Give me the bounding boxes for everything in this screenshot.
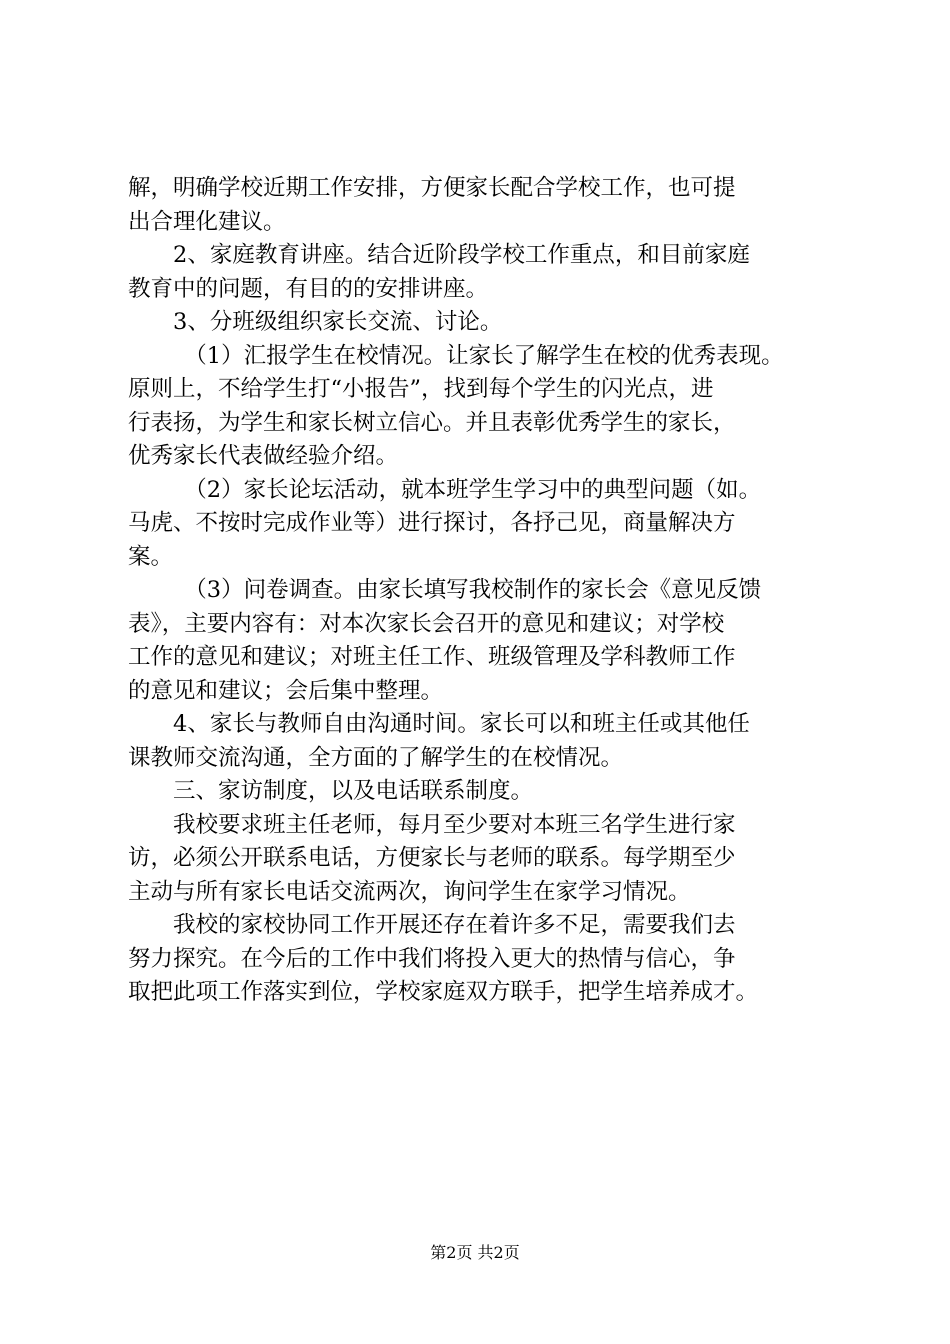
text-line: 访，必须公开联系电话，方便家长与老师的联系。每学期至少	[128, 845, 736, 871]
text-line: 课教师交流沟通，全方面的了解学生的在校情况。	[128, 744, 624, 771]
text-line: 案。	[128, 543, 174, 570]
page-footer: 第2页 共2页	[430, 1243, 520, 1262]
text-line: 主动与所有家长电话交流两次，询问学生在家学习情况。	[128, 878, 691, 905]
text-line: 解，明确学校近期工作安排，方便家长配合学校工作，也可提	[128, 175, 736, 201]
text-line: 2、家庭教育讲座。结合近阶段学校工作重点，和目前家庭	[173, 242, 750, 268]
text-line: 出合理化建议。	[128, 208, 286, 235]
text-line: （2）家长论坛活动，就本班学生学习中的典型问题（如。	[184, 476, 762, 503]
text-line: 行表扬，为学生和家长树立信心。并且表彰优秀学生的家长，	[128, 409, 736, 436]
text-line: 努力探究。在今后的工作中我们将投入更大的热情与信心，争	[128, 945, 736, 972]
text-line: 4、家长与教师自由沟通时间。家长可以和班主任或其他任	[173, 711, 750, 737]
text-line: 3、分班级组织家长交流、讨论。	[173, 309, 503, 335]
text-line: 原则上，不给学生打“小报告”，找到每个学生的闪光点，进	[128, 376, 714, 402]
text-line: 马虎、不按时完成作业等）进行探讨，各抒己见，商量解决方	[128, 510, 736, 536]
text-line: 我校的家校协同工作开展还存在着许多不足，需要我们去	[173, 912, 736, 938]
text-line: 表》，主要内容有：对本次家长会召开的意见和建议；对学校	[128, 610, 725, 637]
text-line: 工作的意见和建议；对班主任工作、班级管理及学科教师工作	[128, 644, 736, 670]
text-line: 我校要求班主任老师，每月至少要对本班三名学生进行家	[173, 811, 736, 838]
text-line: 三、家访制度，以及电话联系制度。	[173, 778, 534, 804]
text-line: 教育中的问题，有目的的安排讲座。	[128, 275, 489, 302]
document-body	[128, 172, 828, 1010]
text-line: 的意见和建议；会后集中整理。	[128, 677, 444, 704]
text-line: 优秀家长代表做经验介绍。	[128, 443, 399, 469]
text-line: （1）汇报学生在校情况。让家长了解学生在校的优秀表现。	[184, 342, 784, 369]
text-line: 取把此项工作落实到位，学校家庭双方联手，把学生培养成才。	[128, 979, 759, 1005]
text-line: （3）问卷调查。由家长填写我校制作的家长会《意见反馈	[184, 577, 762, 603]
